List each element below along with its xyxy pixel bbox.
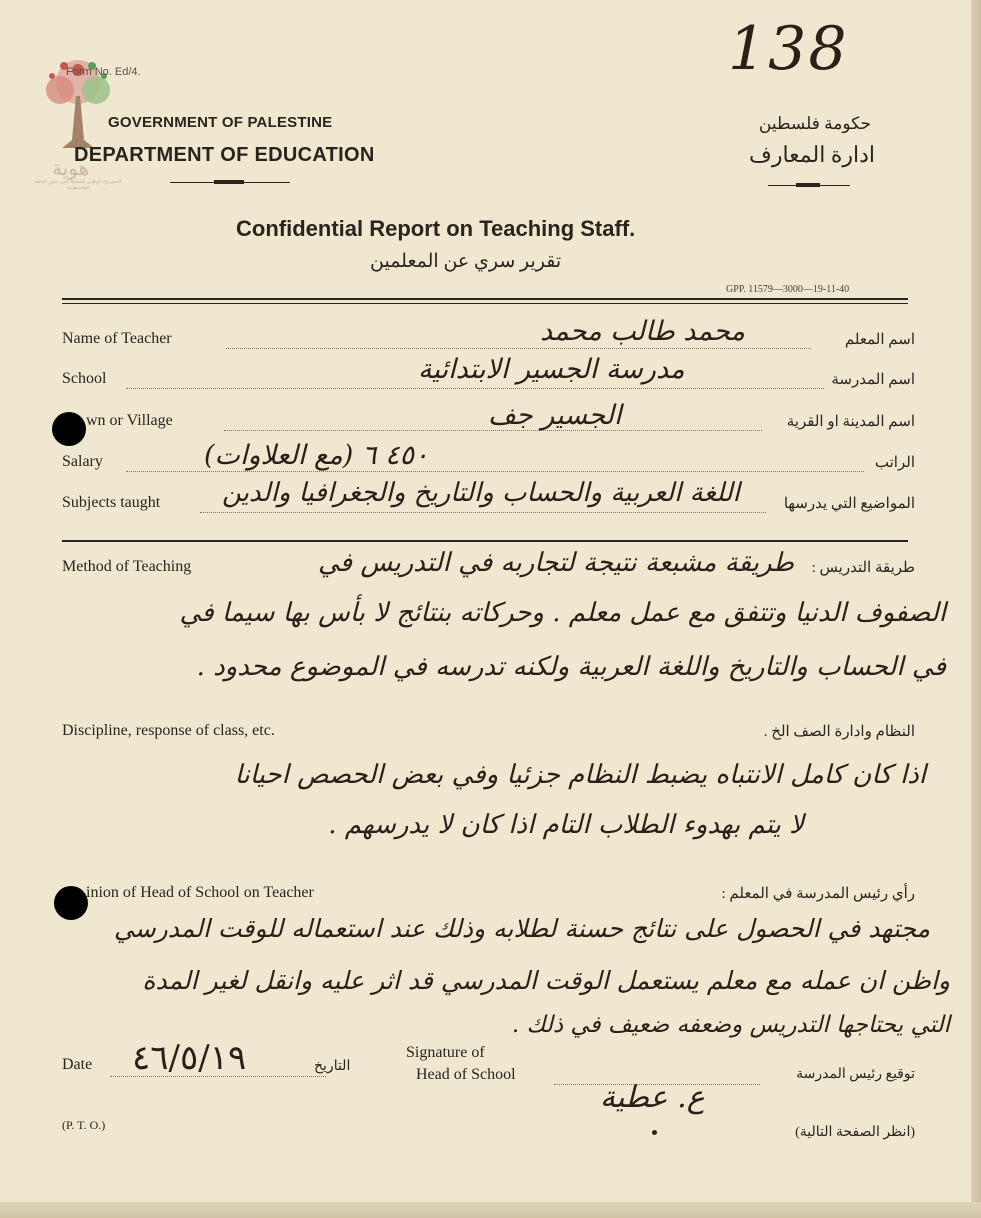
field-label: Name of Teacher (62, 330, 172, 347)
field-value: محمد طالب محمد (540, 316, 745, 347)
field-label-ar: اسم المعلم (844, 332, 915, 348)
title-rule-bottom (62, 303, 908, 304)
fields-rule (62, 540, 908, 542)
field-line (126, 471, 864, 472)
watermark-sub: المشروع الوطني للحفاظ على جذور العائلة الفلسطينية (34, 180, 122, 191)
date-value: ٤٦/٥/١٩ (132, 1038, 247, 1078)
next-page-label-ar: (انظر الصفحة التالية) (795, 1125, 915, 1140)
field-label-ar: المواضيع التي يدرسها (783, 496, 915, 512)
handwritten-line: التي يحتاجها التدريس وضعفه ضعيف في ذلك . (511, 1012, 950, 1038)
field-line (126, 388, 824, 389)
report-title: Confidential Report on Teaching Staff. (236, 216, 636, 241)
field-value: ٤٥٠ ٦ (مع العلاوات) (204, 440, 429, 471)
department-title: DEPARTMENT OF EDUCATION (74, 144, 375, 166)
punch-hole (52, 412, 86, 446)
signature-label-ar: توقيع رئيس المدرسة (796, 1067, 915, 1082)
title-rule-top (62, 298, 908, 300)
date-label: Date (62, 1056, 93, 1073)
government-title: GOVERNMENT OF PALESTINE (108, 114, 333, 131)
field-value: اللغة العربية والحساب والتاريخ والجغرافيا والدين (222, 478, 740, 508)
signature-label: Head of School (416, 1066, 516, 1083)
gpp-code: GPP. 11579—3000—19-11-40 (726, 284, 850, 295)
section-label: Method of Teaching (62, 558, 192, 575)
field-label-ar: اسم المدينة او القرية (786, 414, 915, 430)
signature-label: Signature of (406, 1044, 485, 1061)
handwritten-line: طريقة مشبعة نتيجة لتجاربه في التدريس في (317, 548, 794, 578)
department-title-ar: ادارة المعارف (749, 142, 875, 167)
section-label-ar: النظام وادارة الصف الخ . (763, 724, 915, 740)
section-label: Discipline, response of class, etc. (62, 722, 275, 739)
field-value: الجسير جف (488, 400, 622, 431)
pto-label: (P. T. O.) (62, 1118, 106, 1132)
handwritten-line: لا يتم بهدوء الطلاب التام اذا كان لا يدرسهم . (328, 810, 804, 840)
ink-dot (652, 1130, 657, 1135)
field-label-ar: الراتب (874, 455, 915, 471)
page-number: 138 (728, 14, 849, 84)
field-line (200, 512, 766, 513)
signature-value: ع. عطية (600, 1080, 705, 1115)
header-rule-right-bar (796, 183, 820, 187)
section-label-ar: طريقة التدريس : (811, 560, 915, 576)
handwritten-line: اذا كان كامل الانتباه يضبط النظام جزئيا وفي بعض الحصص احيانا (234, 760, 926, 790)
government-title-ar: حكومة فلسطين (758, 114, 871, 133)
paper-edge (971, 0, 981, 1218)
form-number: Form No. Ed/4. (66, 66, 141, 78)
field-label: School (62, 370, 107, 387)
section-label: inion of Head of School on Teacher (86, 884, 314, 901)
field-label: Salary (62, 453, 103, 470)
report-title-ar: تقرير سري عن المعلمين (370, 251, 562, 272)
field-line (226, 348, 811, 349)
paper-edge-bottom (0, 1202, 981, 1218)
handwritten-line: مجتهد في الحصول على نتائج حسنة لطلابه وذلك عند استعماله للوقت المدرسي (113, 914, 930, 943)
field-label: Subjects taught (62, 494, 161, 511)
handwritten-line: الصفوف الدنيا وتتفق مع عمل معلم . وحركاته بنتائج لا بأس بها سيما في (179, 598, 946, 628)
date-label-ar: التاريخ (314, 1059, 351, 1074)
field-label-ar: اسم المدرسة (831, 372, 915, 388)
field-label: wn or Village (86, 412, 173, 429)
watermark-label: هوية (52, 158, 90, 180)
header-rule-left-bar (214, 180, 244, 184)
section-label-ar: رأي رئيس المدرسة في المعلم : (721, 886, 915, 902)
field-value: مدرسة الجسير الابتدائية (418, 354, 685, 385)
handwritten-line: في الحساب والتاريخ واللغة العربية ولكنه تدرسه في الموضوع محدود . (196, 652, 946, 682)
handwritten-line: واظن ان عمله مع معلم يستعمل الوقت المدرسي قد اثر عليه وانقل لغير المدة (142, 966, 950, 995)
